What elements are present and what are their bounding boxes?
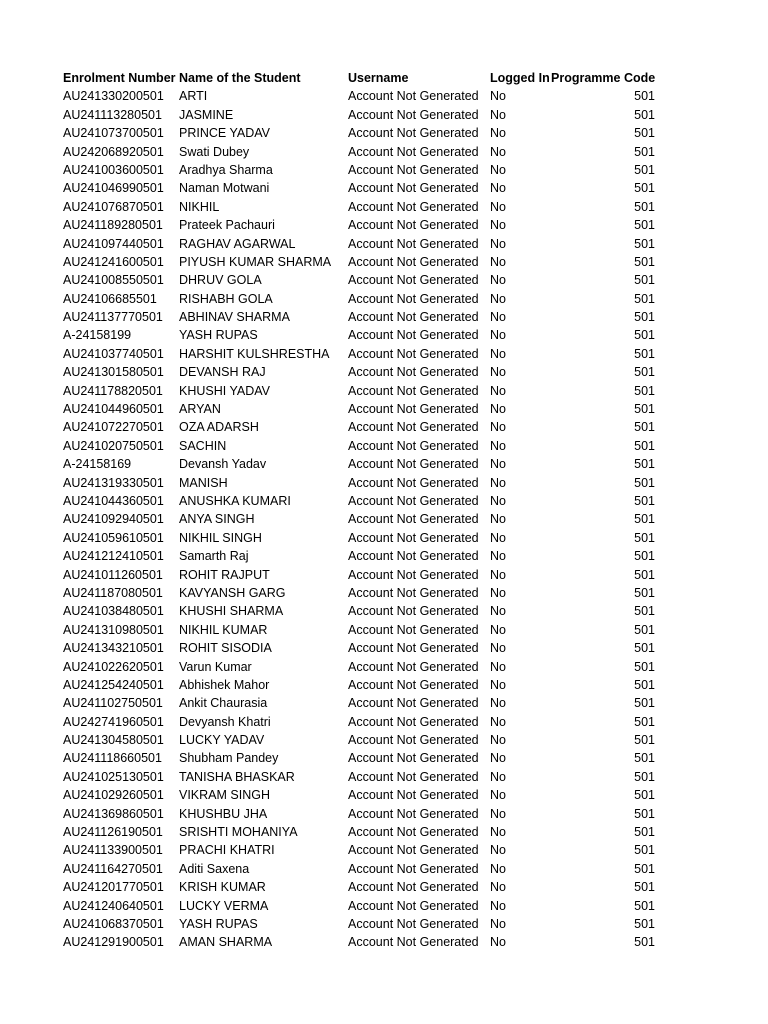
cell-username: Account Not Generated xyxy=(348,107,479,122)
cell-programme-code: 501 xyxy=(634,641,655,656)
table-row xyxy=(63,547,663,565)
cell-student-name: PIYUSH KUMAR SHARMA xyxy=(179,254,332,269)
cell-enrolment-number: AU241102750501 xyxy=(63,696,163,711)
cell-logged-in: No xyxy=(490,567,506,582)
cell-username: Account Not Generated xyxy=(348,659,479,674)
cell-programme-code: 501 xyxy=(634,788,655,803)
cell-username: Account Not Generated xyxy=(348,493,479,508)
cell-enrolment-number: AU241037740501 xyxy=(63,346,164,361)
cell-programme-code: 501 xyxy=(634,604,655,619)
cell-student-name: NIKHIL xyxy=(179,199,220,214)
table-row xyxy=(63,326,663,344)
cell-logged-in: No xyxy=(490,402,506,417)
cell-enrolment-number: AU241187080501 xyxy=(63,585,163,600)
cell-logged-in: No xyxy=(490,714,506,729)
table-row xyxy=(63,492,663,510)
cell-programme-code: 501 xyxy=(634,144,655,159)
cell-student-name: YASH RUPAS xyxy=(179,916,258,931)
cell-logged-in: No xyxy=(490,89,506,104)
table-row xyxy=(63,915,663,933)
cell-student-name: AMAN SHARMA xyxy=(179,935,273,950)
cell-username: Account Not Generated xyxy=(348,162,479,177)
cell-enrolment-number: AU241044960501 xyxy=(63,402,164,417)
cell-logged-in: No xyxy=(490,935,506,950)
cell-username: Account Not Generated xyxy=(348,751,479,766)
cell-programme-code: 501 xyxy=(634,365,655,380)
cell-logged-in: No xyxy=(490,273,506,288)
header-username: Username xyxy=(348,71,409,85)
cell-username: Account Not Generated xyxy=(348,291,479,306)
cell-programme-code: 501 xyxy=(634,751,655,766)
cell-username: Account Not Generated xyxy=(348,328,479,343)
cell-logged-in: No xyxy=(490,641,506,656)
cell-student-name: ROHIT SISODIA xyxy=(179,641,272,656)
header-logged-in: Logged In xyxy=(490,71,550,85)
cell-student-name: Devyansh Khatri xyxy=(179,714,271,729)
table-row xyxy=(63,345,663,363)
cell-student-name: Swati Dubey xyxy=(179,144,250,159)
cell-programme-code: 501 xyxy=(634,291,655,306)
cell-enrolment-number: AU241330200501 xyxy=(63,89,164,104)
cell-student-name: ROHIT RAJPUT xyxy=(179,567,270,582)
cell-logged-in: No xyxy=(490,788,506,803)
cell-student-name: KHUSHI SHARMA xyxy=(179,604,284,619)
cell-logged-in: No xyxy=(490,549,506,564)
table-row xyxy=(63,897,663,915)
cell-username: Account Not Generated xyxy=(348,420,479,435)
cell-logged-in: No xyxy=(490,493,506,508)
cell-programme-code: 501 xyxy=(634,89,655,104)
cell-programme-code: 501 xyxy=(634,493,655,508)
cell-programme-code: 501 xyxy=(634,236,655,251)
cell-username: Account Not Generated xyxy=(348,696,479,711)
table-row xyxy=(63,363,663,381)
cell-programme-code: 501 xyxy=(634,806,655,821)
cell-enrolment-number: AU241097440501 xyxy=(63,236,164,251)
table-row xyxy=(63,198,663,216)
cell-student-name: KRISH KUMAR xyxy=(179,880,266,895)
table-row xyxy=(63,768,663,786)
cell-enrolment-number: AU241301580501 xyxy=(63,365,164,380)
cell-programme-code: 501 xyxy=(634,438,655,453)
table-row xyxy=(63,290,663,308)
cell-student-name: VIKRAM SINGH xyxy=(179,788,270,803)
cell-username: Account Not Generated xyxy=(348,199,479,214)
table-row xyxy=(63,841,663,859)
cell-username: Account Not Generated xyxy=(348,825,479,840)
cell-enrolment-number: AU241003600501 xyxy=(63,162,164,177)
table-row xyxy=(63,308,663,326)
table-row xyxy=(63,639,663,657)
cell-student-name: ARTI xyxy=(179,89,208,104)
table-row xyxy=(63,805,663,823)
cell-username: Account Not Generated xyxy=(348,512,479,527)
cell-logged-in: No xyxy=(490,585,506,600)
cell-student-name: RAGHAV AGARWAL xyxy=(179,236,296,251)
header-programme-code: Programme Code xyxy=(551,71,656,85)
table-row xyxy=(63,124,663,142)
cell-programme-code: 501 xyxy=(634,714,655,729)
cell-username: Account Not Generated xyxy=(348,733,479,748)
cell-programme-code: 501 xyxy=(634,107,655,122)
cell-logged-in: No xyxy=(490,843,506,858)
cell-logged-in: No xyxy=(490,420,506,435)
cell-student-name: KAVYANSH GARG xyxy=(179,585,286,600)
cell-username: Account Not Generated xyxy=(348,861,479,876)
cell-username: Account Not Generated xyxy=(348,383,479,398)
cell-enrolment-number: AU241133900501 xyxy=(63,843,163,858)
cell-student-name: Abhishek Mahor xyxy=(179,677,270,692)
cell-logged-in: No xyxy=(490,696,506,711)
cell-username: Account Not Generated xyxy=(348,254,479,269)
cell-student-name: DHRUV GOLA xyxy=(179,273,262,288)
table-row xyxy=(63,143,663,161)
cell-student-name: Aditi Saxena xyxy=(179,861,250,876)
cell-student-name: Samarth Raj xyxy=(179,549,249,564)
table-row xyxy=(63,179,663,197)
cell-logged-in: No xyxy=(490,861,506,876)
cell-enrolment-number: AU241113280501 xyxy=(63,107,162,122)
cell-enrolment-number: AU241164270501 xyxy=(63,861,163,876)
cell-enrolment-number: AU241092940501 xyxy=(63,512,164,527)
cell-programme-code: 501 xyxy=(634,475,655,490)
cell-programme-code: 501 xyxy=(634,916,655,931)
cell-logged-in: No xyxy=(490,880,506,895)
cell-logged-in: No xyxy=(490,604,506,619)
table-row xyxy=(63,106,663,124)
header-student-name: Name of the Student xyxy=(179,71,301,85)
table-row xyxy=(63,437,663,455)
cell-student-name: ANUSHKA KUMARI xyxy=(179,493,291,508)
cell-username: Account Not Generated xyxy=(348,273,479,288)
cell-programme-code: 501 xyxy=(634,512,655,527)
cell-logged-in: No xyxy=(490,530,506,545)
cell-enrolment-number: AU241126190501 xyxy=(63,825,163,840)
cell-logged-in: No xyxy=(490,199,506,214)
cell-student-name: Naman Motwani xyxy=(179,181,270,196)
cell-programme-code: 501 xyxy=(634,181,655,196)
cell-logged-in: No xyxy=(490,162,506,177)
cell-programme-code: 501 xyxy=(634,383,655,398)
cell-student-name: YASH RUPAS xyxy=(179,328,258,343)
cell-logged-in: No xyxy=(490,898,506,913)
table-row xyxy=(63,216,663,234)
cell-enrolment-number: AU242068920501 xyxy=(63,144,164,159)
cell-enrolment-number: AU241310980501 xyxy=(63,622,164,637)
cell-username: Account Not Generated xyxy=(348,880,479,895)
cell-programme-code: 501 xyxy=(634,530,655,545)
cell-enrolment-number: AU241212410501 xyxy=(63,549,164,564)
table-row xyxy=(63,400,663,418)
cell-programme-code: 501 xyxy=(634,254,655,269)
cell-student-name: KHUSHI YADAV xyxy=(179,383,270,398)
student-table xyxy=(63,69,663,952)
cell-programme-code: 501 xyxy=(634,273,655,288)
cell-programme-code: 501 xyxy=(634,659,655,674)
cell-programme-code: 501 xyxy=(634,420,655,435)
cell-enrolment-number: AU241241600501 xyxy=(63,254,164,269)
cell-logged-in: No xyxy=(490,769,506,784)
cell-programme-code: 501 xyxy=(634,843,655,858)
cell-enrolment-number: A-24158199 xyxy=(63,328,132,343)
cell-username: Account Not Generated xyxy=(348,89,479,104)
cell-programme-code: 501 xyxy=(634,567,655,582)
cell-enrolment-number: AU241025130501 xyxy=(63,769,164,784)
cell-student-name: PRACHI KHATRI xyxy=(179,843,275,858)
cell-logged-in: No xyxy=(490,512,506,527)
cell-enrolment-number: AU241020750501 xyxy=(63,438,164,453)
cell-username: Account Not Generated xyxy=(348,181,479,196)
cell-programme-code: 501 xyxy=(634,733,655,748)
cell-enrolment-number: AU241044360501 xyxy=(63,493,164,508)
cell-enrolment-number: AU241319330501 xyxy=(63,475,164,490)
cell-student-name: OZA ADARSH xyxy=(179,420,259,435)
cell-username: Account Not Generated xyxy=(348,144,479,159)
cell-enrolment-number: AU241254240501 xyxy=(63,677,164,692)
cell-programme-code: 501 xyxy=(634,218,655,233)
cell-enrolment-number: AU241059610501 xyxy=(63,530,164,545)
table-row xyxy=(63,474,663,492)
cell-logged-in: No xyxy=(490,107,506,122)
cell-student-name: RISHABH GOLA xyxy=(179,291,273,306)
cell-username: Account Not Generated xyxy=(348,935,479,950)
cell-enrolment-number: AU241201770501 xyxy=(63,880,164,895)
cell-logged-in: No xyxy=(490,383,506,398)
cell-enrolment-number: AU241178820501 xyxy=(63,383,163,398)
cell-enrolment-number: AU241076870501 xyxy=(63,199,164,214)
cell-programme-code: 501 xyxy=(634,162,655,177)
cell-enrolment-number: AU242741960501 xyxy=(63,714,164,729)
cell-student-name: Aradhya Sharma xyxy=(179,162,273,177)
cell-student-name: Prateek Pachauri xyxy=(179,218,275,233)
cell-student-name: ABHINAV SHARMA xyxy=(179,310,290,325)
cell-logged-in: No xyxy=(490,916,506,931)
cell-logged-in: No xyxy=(490,291,506,306)
cell-logged-in: No xyxy=(490,254,506,269)
table-row xyxy=(63,621,663,639)
cell-username: Account Not Generated xyxy=(348,585,479,600)
cell-programme-code: 501 xyxy=(634,935,655,950)
cell-programme-code: 501 xyxy=(634,898,655,913)
cell-username: Account Not Generated xyxy=(348,806,479,821)
cell-logged-in: No xyxy=(490,475,506,490)
cell-programme-code: 501 xyxy=(634,585,655,600)
table-row xyxy=(63,823,663,841)
cell-enrolment-number: AU241304580501 xyxy=(63,733,164,748)
cell-username: Account Not Generated xyxy=(348,310,479,325)
table-row xyxy=(63,253,663,271)
cell-programme-code: 501 xyxy=(634,457,655,472)
table-row xyxy=(63,161,663,179)
cell-enrolment-number: AU241038480501 xyxy=(63,604,164,619)
table-row xyxy=(63,418,663,436)
cell-username: Account Not Generated xyxy=(348,365,479,380)
cell-student-name: Ankit Chaurasia xyxy=(179,696,268,711)
table-row xyxy=(63,271,663,289)
cell-programme-code: 501 xyxy=(634,549,655,564)
cell-logged-in: No xyxy=(490,677,506,692)
table-row xyxy=(63,566,663,584)
cell-student-name: LUCKY VERMA xyxy=(179,898,269,913)
cell-logged-in: No xyxy=(490,310,506,325)
cell-enrolment-number: AU241072270501 xyxy=(63,420,164,435)
cell-enrolment-number: AU241029260501 xyxy=(63,788,164,803)
cell-student-name: NIKHIL SINGH xyxy=(179,530,262,545)
cell-enrolment-number: AU241073700501 xyxy=(63,126,164,141)
cell-logged-in: No xyxy=(490,126,506,141)
cell-enrolment-number: AU241008550501 xyxy=(63,273,164,288)
cell-logged-in: No xyxy=(490,181,506,196)
cell-programme-code: 501 xyxy=(634,861,655,876)
table-row xyxy=(63,455,663,473)
cell-student-name: LUCKY YADAV xyxy=(179,733,265,748)
cell-username: Account Not Generated xyxy=(348,346,479,361)
cell-username: Account Not Generated xyxy=(348,530,479,545)
cell-logged-in: No xyxy=(490,622,506,637)
cell-logged-in: No xyxy=(490,218,506,233)
table-row xyxy=(63,602,663,620)
cell-logged-in: No xyxy=(490,438,506,453)
cell-enrolment-number: AU241240640501 xyxy=(63,898,164,913)
table-row xyxy=(63,749,663,767)
table-row xyxy=(63,382,663,400)
cell-username: Account Not Generated xyxy=(348,402,479,417)
cell-username: Account Not Generated xyxy=(348,898,479,913)
cell-student-name: KHUSHBU JHA xyxy=(179,806,268,821)
cell-enrolment-number: AU241046990501 xyxy=(63,181,164,196)
cell-logged-in: No xyxy=(490,144,506,159)
cell-enrolment-number: AU241068370501 xyxy=(63,916,164,931)
cell-username: Account Not Generated xyxy=(348,549,479,564)
cell-enrolment-number: AU241189280501 xyxy=(63,218,163,233)
cell-programme-code: 501 xyxy=(634,677,655,692)
cell-student-name: SRISHTI MOHANIYA xyxy=(179,825,298,840)
table-row xyxy=(63,510,663,528)
cell-student-name: Shubham Pandey xyxy=(179,751,279,766)
cell-logged-in: No xyxy=(490,825,506,840)
cell-programme-code: 501 xyxy=(634,880,655,895)
cell-username: Account Not Generated xyxy=(348,843,479,858)
cell-username: Account Not Generated xyxy=(348,622,479,637)
cell-programme-code: 501 xyxy=(634,199,655,214)
cell-programme-code: 501 xyxy=(634,696,655,711)
table-row xyxy=(63,713,663,731)
cell-student-name: HARSHIT KULSHRESTHA xyxy=(179,346,330,361)
cell-logged-in: No xyxy=(490,751,506,766)
cell-logged-in: No xyxy=(490,328,506,343)
cell-student-name: NIKHIL KUMAR xyxy=(179,622,268,637)
cell-logged-in: No xyxy=(490,346,506,361)
cell-username: Account Not Generated xyxy=(348,677,479,692)
cell-student-name: PRINCE YADAV xyxy=(179,126,270,141)
table-row xyxy=(63,529,663,547)
cell-programme-code: 501 xyxy=(634,126,655,141)
header-enrolment-number: Enrolment Number xyxy=(63,71,176,85)
cell-student-name: JASMINE xyxy=(179,107,234,122)
cell-logged-in: No xyxy=(490,457,506,472)
cell-student-name: Devansh Yadav xyxy=(179,457,267,472)
cell-student-name: TANISHA BHASKAR xyxy=(179,769,295,784)
cell-enrolment-number: AU241011260501 xyxy=(63,567,163,582)
cell-username: Account Not Generated xyxy=(348,475,479,490)
cell-programme-code: 501 xyxy=(634,328,655,343)
cell-programme-code: 501 xyxy=(634,825,655,840)
table-row xyxy=(63,731,663,749)
cell-logged-in: No xyxy=(490,365,506,380)
table-row xyxy=(63,860,663,878)
cell-enrolment-number: AU241343210501 xyxy=(63,641,164,656)
table-header-row xyxy=(63,69,663,87)
cell-student-name: ARYAN xyxy=(179,402,221,417)
cell-student-name: DEVANSH RAJ xyxy=(179,365,266,380)
cell-enrolment-number: AU241291900501 xyxy=(63,935,164,950)
cell-student-name: ANYA SINGH xyxy=(179,512,255,527)
cell-enrolment-number: AU241137770501 xyxy=(63,310,163,325)
cell-username: Account Not Generated xyxy=(348,218,479,233)
cell-student-name: Varun Kumar xyxy=(179,659,252,674)
cell-logged-in: No xyxy=(490,806,506,821)
cell-programme-code: 501 xyxy=(634,402,655,417)
table-row xyxy=(63,933,663,951)
cell-username: Account Not Generated xyxy=(348,457,479,472)
cell-enrolment-number: A-24158169 xyxy=(63,457,132,472)
cell-username: Account Not Generated xyxy=(348,714,479,729)
cell-logged-in: No xyxy=(490,659,506,674)
table-row xyxy=(63,584,663,602)
cell-programme-code: 501 xyxy=(634,310,655,325)
table-row xyxy=(63,658,663,676)
cell-student-name: MANISH xyxy=(179,475,228,490)
table-row xyxy=(63,235,663,253)
cell-programme-code: 501 xyxy=(634,346,655,361)
cell-username: Account Not Generated xyxy=(348,438,479,453)
table-row xyxy=(63,878,663,896)
cell-enrolment-number: AU241118660501 xyxy=(63,751,162,766)
cell-logged-in: No xyxy=(490,733,506,748)
table-row xyxy=(63,87,663,105)
table-body xyxy=(63,87,663,951)
cell-logged-in: No xyxy=(490,236,506,251)
cell-enrolment-number: AU241022620501 xyxy=(63,659,164,674)
cell-username: Account Not Generated xyxy=(348,236,479,251)
cell-student-name: SACHIN xyxy=(179,438,227,453)
cell-username: Account Not Generated xyxy=(348,769,479,784)
cell-username: Account Not Generated xyxy=(348,126,479,141)
cell-enrolment-number: AU24106685501 xyxy=(63,291,157,306)
table-row xyxy=(63,676,663,694)
cell-username: Account Not Generated xyxy=(348,916,479,931)
cell-programme-code: 501 xyxy=(634,622,655,637)
cell-enrolment-number: AU241369860501 xyxy=(63,806,164,821)
cell-username: Account Not Generated xyxy=(348,604,479,619)
cell-username: Account Not Generated xyxy=(348,567,479,582)
table-row xyxy=(63,786,663,804)
table-row xyxy=(63,694,663,712)
cell-username: Account Not Generated xyxy=(348,788,479,803)
cell-programme-code: 501 xyxy=(634,769,655,784)
cell-username: Account Not Generated xyxy=(348,641,479,656)
